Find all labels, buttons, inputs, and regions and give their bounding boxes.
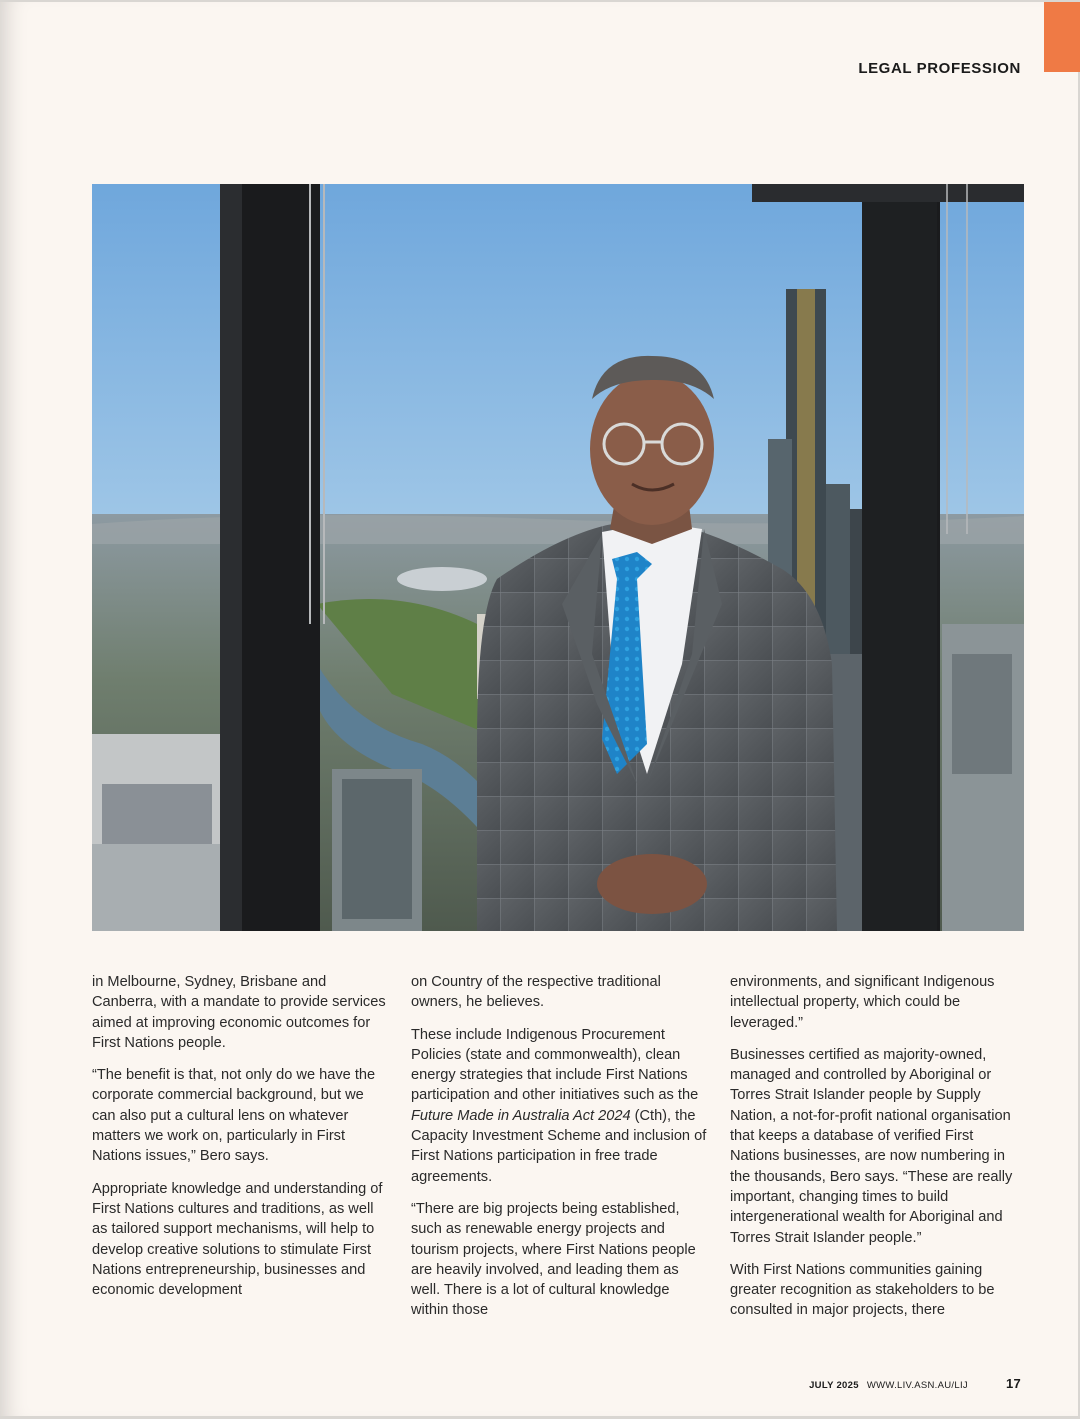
text-column-3 <box>730 972 1026 1333</box>
act-title: Future Made in Australia Act 2024 <box>411 1107 631 1124</box>
page-footer <box>809 1376 1021 1391</box>
paragraph: Businesses certified as majority-owned, managed and controlled by Aboriginal or Torres Strait Islander people by Supply Nation, a not-for-profit national organisation that keeps a database of verified First Nations businesses, are now numbering in the thousands, Bero says. “These are really important, changing times to build intergenerational wealth for Aboriginal and Torres Strait Islander people.” <box>730 1046 1013 1246</box>
portrait-photo <box>92 184 1024 931</box>
text-column-1 <box>92 972 388 1312</box>
text-column-2 <box>411 972 707 1333</box>
website-link[interactable]: WWW.LIV.ASN.AU/LIJ <box>866 1380 968 1391</box>
issue-date: JULY 2025 <box>809 1380 859 1391</box>
section-accent-tab <box>1044 2 1080 72</box>
magazine-page <box>0 2 1078 1416</box>
paragraph: With First Nations communities gaining greater recognition as stakeholders to be consulted in major projects, there <box>730 1261 995 1319</box>
paragraph-text: (Cth), the Capacity Investment Scheme and inclusion of First Nations participation in free trade agreements. <box>411 1107 707 1185</box>
paragraph-text: These include Indigenous Procurement Policies (state and commonwealth), clean energy strategies that include First Nations participation and other initiatives such as the <box>411 1026 699 1104</box>
paragraph: “The benefit is that, not only do we have the corporate commercial background, but we can also put a cultural lens on whatever matters we work on, particularly in First Nations issues,” Bero says. <box>92 1067 376 1165</box>
paragraph: in Melbourne, Sydney, Brisbane and Canberra, with a mandate to provide services aimed at improving economic outcomes for First Nations people. <box>92 974 386 1051</box>
page-number: 17 <box>1005 1376 1021 1391</box>
paragraph: environments, and significant Indigenous intellectual property, which could be leveraged.” <box>730 974 995 1031</box>
section-label: LEGAL PROFESSION <box>858 60 1021 77</box>
paragraph: “There are big projects being established, such as renewable energy projects and tourism projects, where First Nations people are heavily involved, and leading them as well. There is a lot of cultural knowledge within those <box>411 1200 696 1319</box>
paragraph: Appropriate knowledge and understanding of First Nations cultures and traditions, as well as tailored support mechanisms, will help to develop creative solutions to stimulate First Nations entrepreneurship, businesses and economic development <box>92 1180 383 1299</box>
paragraph: on Country of the respective traditional owners, he believes. <box>411 974 661 1011</box>
paragraph <box>411 1025 707 1187</box>
